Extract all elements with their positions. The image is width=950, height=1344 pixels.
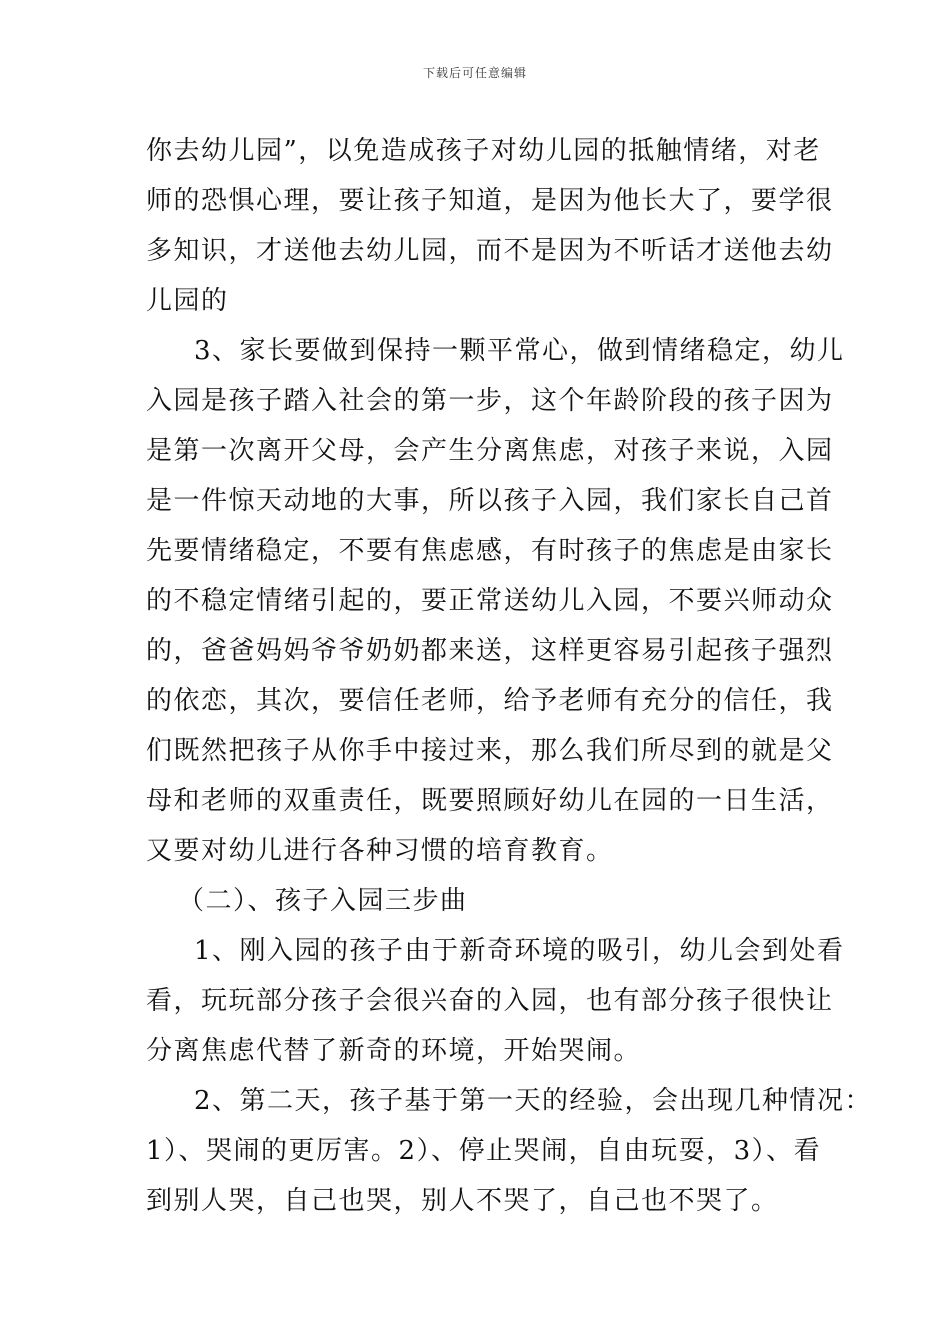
text-line: 儿园的 [146, 286, 229, 316]
paragraph-start-line: 3、家长要做到保持一颗平常心，做到情绪稳定，幼儿 [194, 336, 845, 366]
section-heading: （二）、孩子入园三步曲 [178, 886, 468, 916]
text-line: 1）、哭闹的更厉害。2）、停止哭闹，自由玩耍，3）、看 [146, 1136, 822, 1166]
text-line: 到别人哭，自己也哭，别人不哭了，自己也不哭了。 [146, 1186, 779, 1216]
text-line: 多知识，才送他去幼儿园，而不是因为不听话才送他去幼 [146, 236, 834, 266]
text-line: 你去幼儿园”，以免造成孩子对幼儿园的抵触情绪，对老 [146, 136, 821, 166]
text-line: 分离焦虑代替了新奇的环境，开始哭闹。 [146, 1036, 642, 1066]
text-line: 母和老师的双重责任，既要照顾好幼儿在园的一日生活， [146, 786, 834, 816]
text-line: 师的恐惧心理，要让孩子知道，是因为他长大了，要学很 [146, 186, 834, 216]
text-line: 先要情绪稳定，不要有焦虑感，有时孩子的焦虑是由家长 [146, 536, 834, 566]
text-line: 看，玩玩部分孩子会很兴奋的入园，也有部分孩子很快让 [146, 986, 834, 1016]
paragraph-start-line: 2、第二天，孩子基于第一天的经验，会出现几种情况： [194, 1086, 873, 1116]
text-line: 入园是孩子踏入社会的第一步，这个年龄阶段的孩子因为 [146, 386, 834, 416]
text-line: 的，爸爸妈妈爷爷奶奶都来送，这样更容易引起孩子强烈 [146, 636, 834, 666]
text-line: 是一件惊天动地的大事，所以孩子入园，我们家长自己首 [146, 486, 834, 516]
text-line: 又要对幼儿进行各种习惯的培育教育。 [146, 836, 614, 866]
paragraph-start-line: 1、刚入园的孩子由于新奇环境的吸引，幼儿会到处看 [194, 936, 845, 966]
text-line: 们既然把孩子从你手中接过来，那么我们所尽到的就是父 [146, 736, 834, 766]
text-line: 是第一次离开父母，会产生分离焦虑，对孩子来说，入园 [146, 436, 834, 466]
text-line: 的依恋，其次，要信任老师，给予老师有充分的信任，我 [146, 686, 834, 716]
text-line: 的不稳定情绪引起的，要正常送幼儿入园，不要兴师动众 [146, 586, 834, 616]
header-note: 下载后可任意编辑 [422, 66, 527, 80]
